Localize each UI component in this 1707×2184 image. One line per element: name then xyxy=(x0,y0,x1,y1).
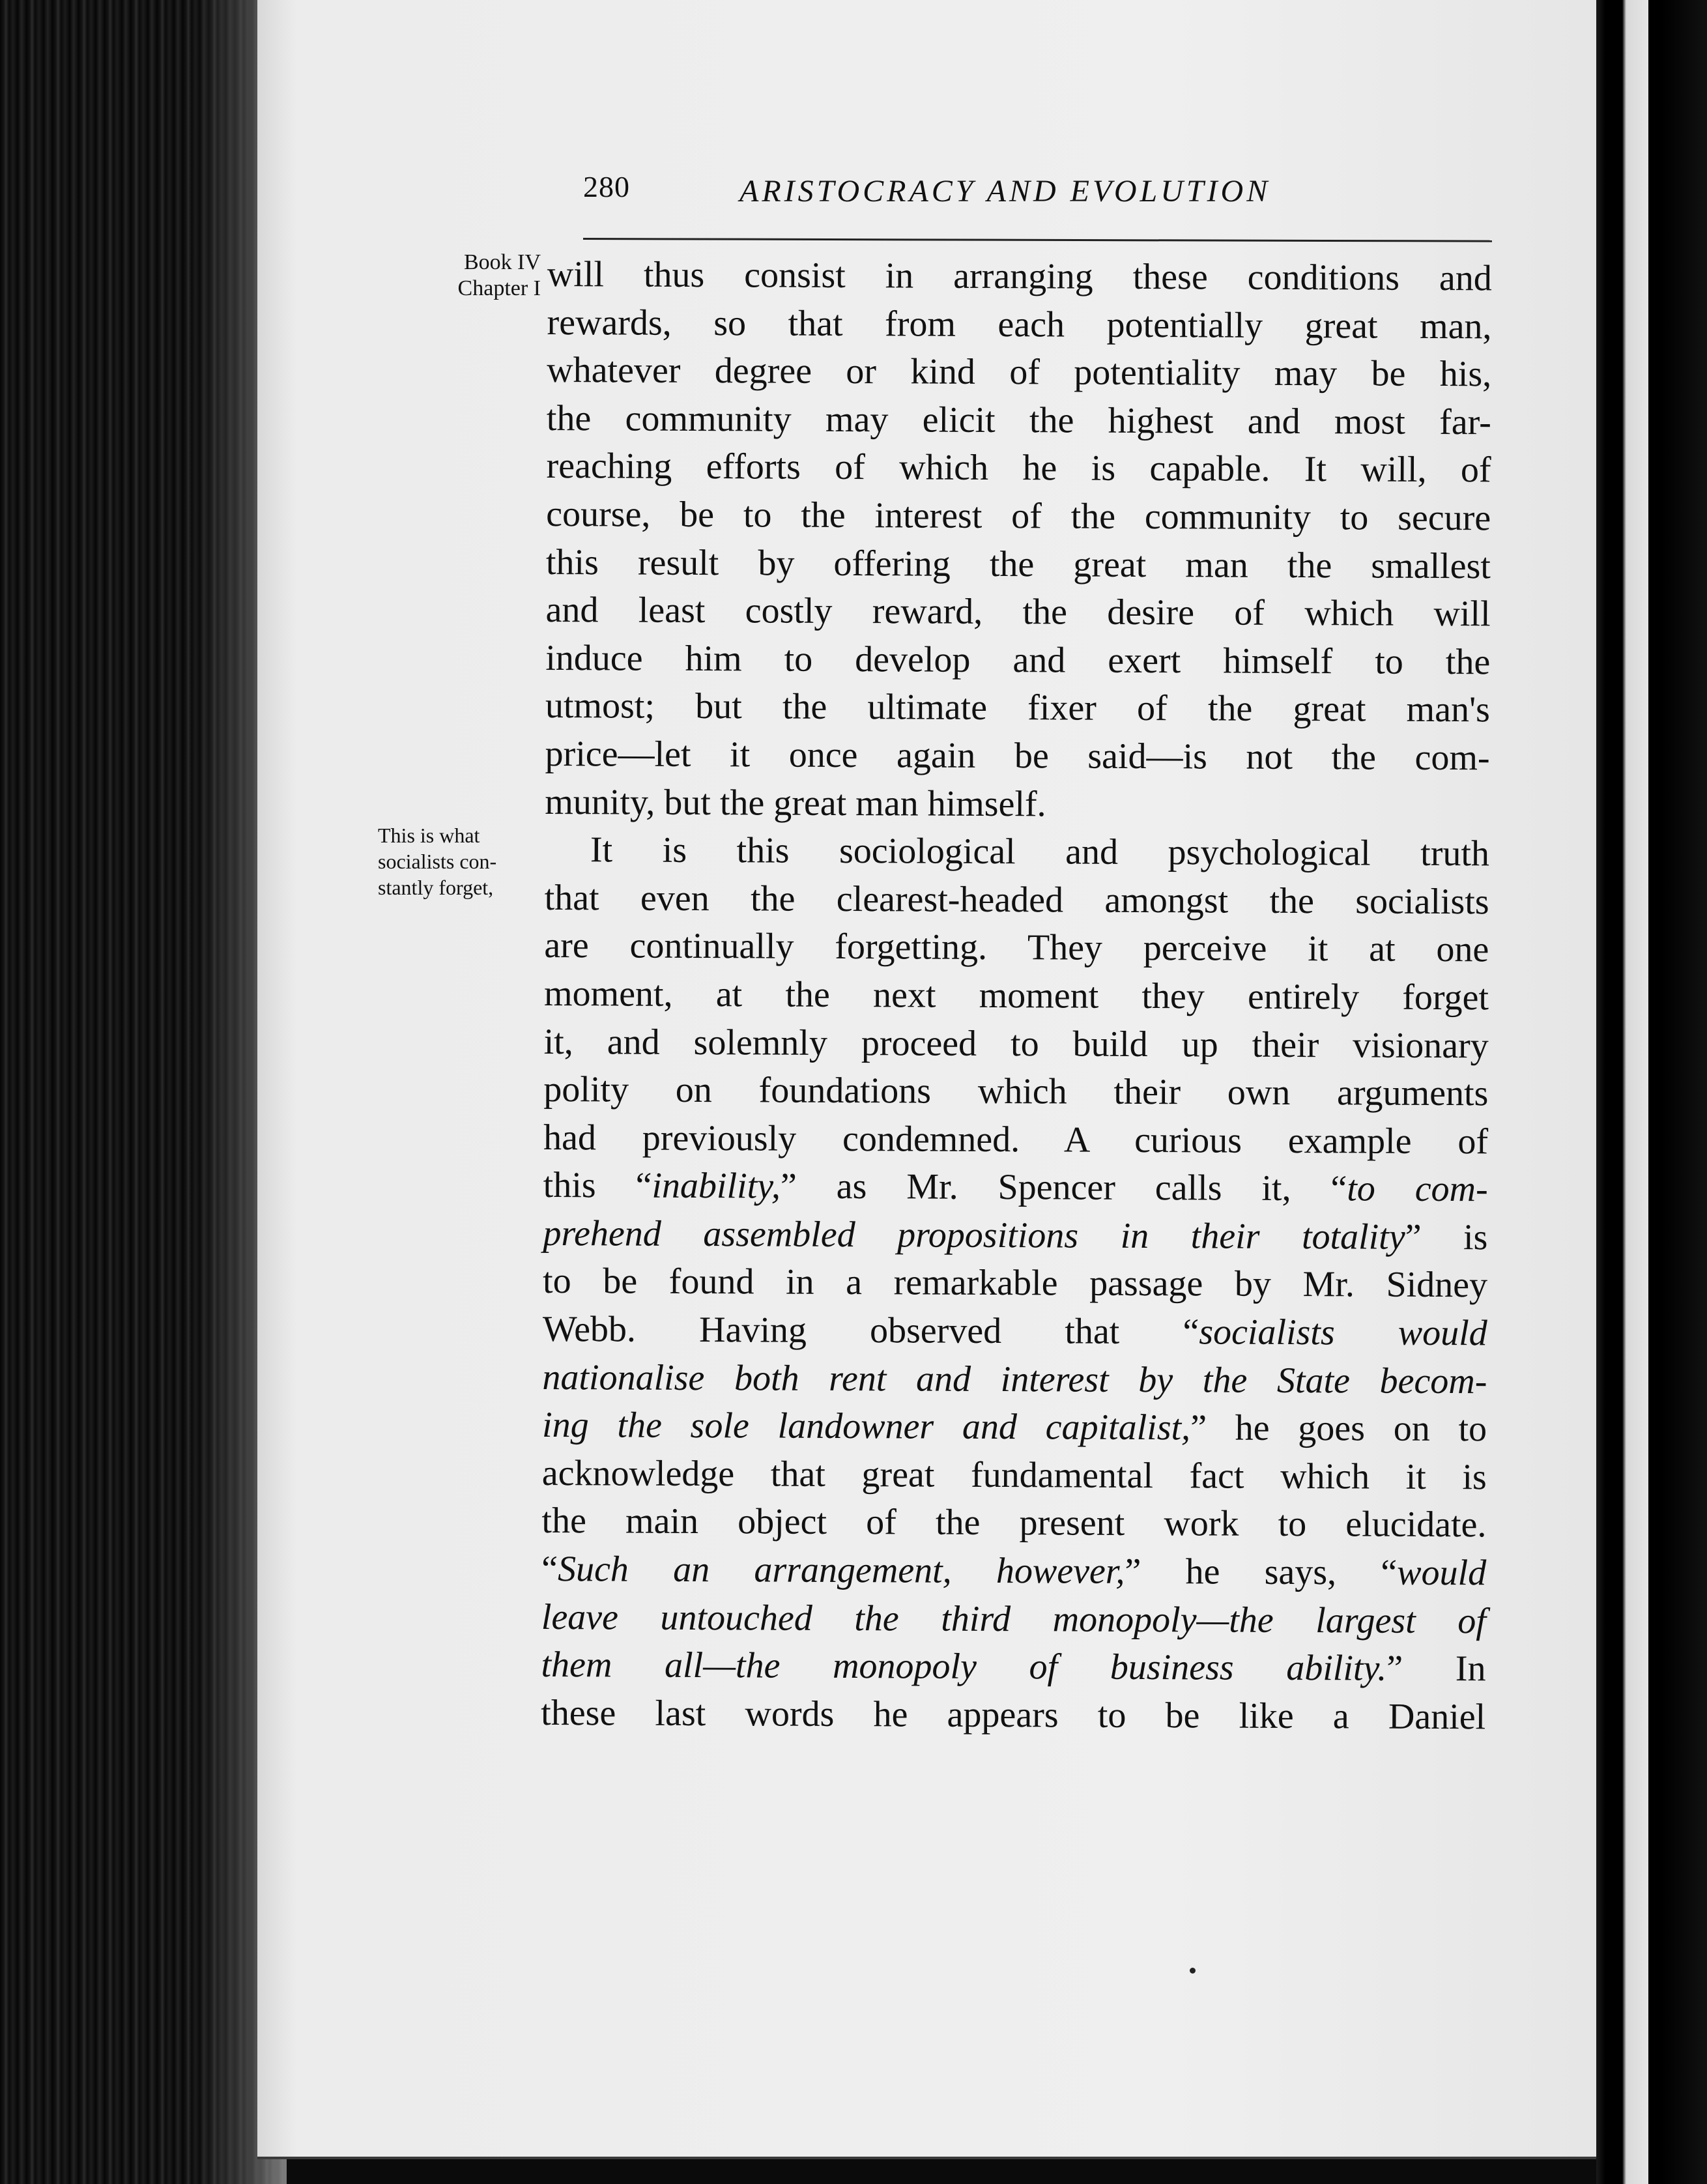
text-run: ” he goes on to xyxy=(1190,1407,1487,1450)
marginal-note-line: This is what xyxy=(378,824,480,847)
text-line xyxy=(543,1306,1487,1358)
ink-speck xyxy=(1190,1968,1196,1974)
text-run: this “ xyxy=(543,1165,652,1206)
marginal-note-line: stantly forget, xyxy=(378,876,494,899)
text-line: and least costly reward, the desire of which will xyxy=(545,590,1491,635)
text-line: utmost; but the ultimate fixer of the great man's xyxy=(545,685,1491,730)
book-binding-edge xyxy=(0,0,287,2184)
marginal-chapter: Chapter I xyxy=(457,276,541,300)
page-number: 280 xyxy=(583,170,630,203)
text-run: ” as Mr. Spencer calls it, “ xyxy=(780,1166,1347,1209)
paragraph-start-line: It is this sociological and psychological truth xyxy=(590,829,1490,874)
text-line xyxy=(541,1545,1486,1598)
text-line: to be found in a remarkable passage by Mr. Sidney xyxy=(542,1261,1488,1306)
text-line xyxy=(543,1162,1488,1214)
quoted-italic: inability, xyxy=(652,1165,781,1207)
text-line: the main object of the present work to elucidate. xyxy=(541,1501,1487,1545)
text-line: nationalise both rent and interest by the State becom- xyxy=(542,1357,1487,1401)
text-line: munity, but the great man himself. xyxy=(545,781,1046,824)
text-line: that even the clearest-headed amongst the socialists xyxy=(544,877,1489,923)
quoted-italic: them all—the monopoly of business ability. xyxy=(541,1645,1387,1689)
text-line: leave untouched the third monopoly—the largest of xyxy=(541,1596,1486,1641)
quoted-italic: prehend assembled propositions in their totality xyxy=(543,1213,1405,1257)
marginal-note-line: socialists con- xyxy=(378,850,497,873)
text-run: ” In xyxy=(1386,1648,1486,1689)
text-line: will thus consist in arranging these conditions and xyxy=(547,253,1492,299)
text-line: this result by offering the great man the smallest xyxy=(545,541,1491,586)
quoted-italic: Such an arrangement, however, xyxy=(557,1549,1125,1592)
text-line: price—let it once again be said—is not the com- xyxy=(545,733,1490,779)
text-run: ” is xyxy=(1405,1216,1488,1258)
running-header xyxy=(583,163,1495,215)
quoted-italic: would xyxy=(1397,1552,1487,1594)
text-line xyxy=(541,1641,1485,1693)
text-line: course, be to the interest of the community to secure xyxy=(546,493,1491,539)
text-run: Webb. Having observed that “ xyxy=(542,1309,1199,1353)
text-line: are continually forgetting. They perceive it at one xyxy=(544,925,1489,970)
text-line xyxy=(542,1401,1487,1454)
text-run: “ xyxy=(541,1549,558,1590)
text-line: induce him to develop and exert himself to the xyxy=(545,637,1491,683)
text-line: had previously condemned. A curious example of xyxy=(543,1117,1489,1162)
text-line: whatever degree or kind of potentiality may be his, xyxy=(547,350,1492,395)
text-line: moment, at the next moment they entirely forget xyxy=(543,973,1489,1018)
marginal-note-book-chapter xyxy=(391,250,541,302)
text-line: these last words he appears to be like a Daniel xyxy=(541,1692,1486,1738)
facing-page-edge xyxy=(1609,0,1648,2184)
quoted-italic: socialists would xyxy=(1199,1312,1487,1354)
running-title: ARISTOCRACY AND EVOLUTION xyxy=(739,174,1271,208)
text-line: it, and solemnly proceed to build up their visionary xyxy=(543,1021,1489,1066)
text-line xyxy=(543,1210,1487,1262)
text-line: rewards, so that from each potentially great man, xyxy=(547,302,1492,347)
quoted-italic: to com- xyxy=(1347,1168,1488,1210)
body-text xyxy=(541,251,1492,1742)
text-line: acknowledge that great fundamental fact which it is xyxy=(541,1452,1487,1498)
text-line: the community may elicit the highest and most far- xyxy=(546,397,1492,443)
text-line: reaching efforts of which he is capable. It will, of xyxy=(546,446,1491,491)
marginal-note-socialists xyxy=(378,822,534,900)
marginal-book: Book IV xyxy=(463,250,541,274)
text-run: ” he says, “ xyxy=(1125,1551,1398,1593)
quoted-italic: ing the sole landowner and capitalist, xyxy=(542,1405,1191,1448)
text-line: polity on foundations which their own arguments xyxy=(543,1069,1489,1114)
